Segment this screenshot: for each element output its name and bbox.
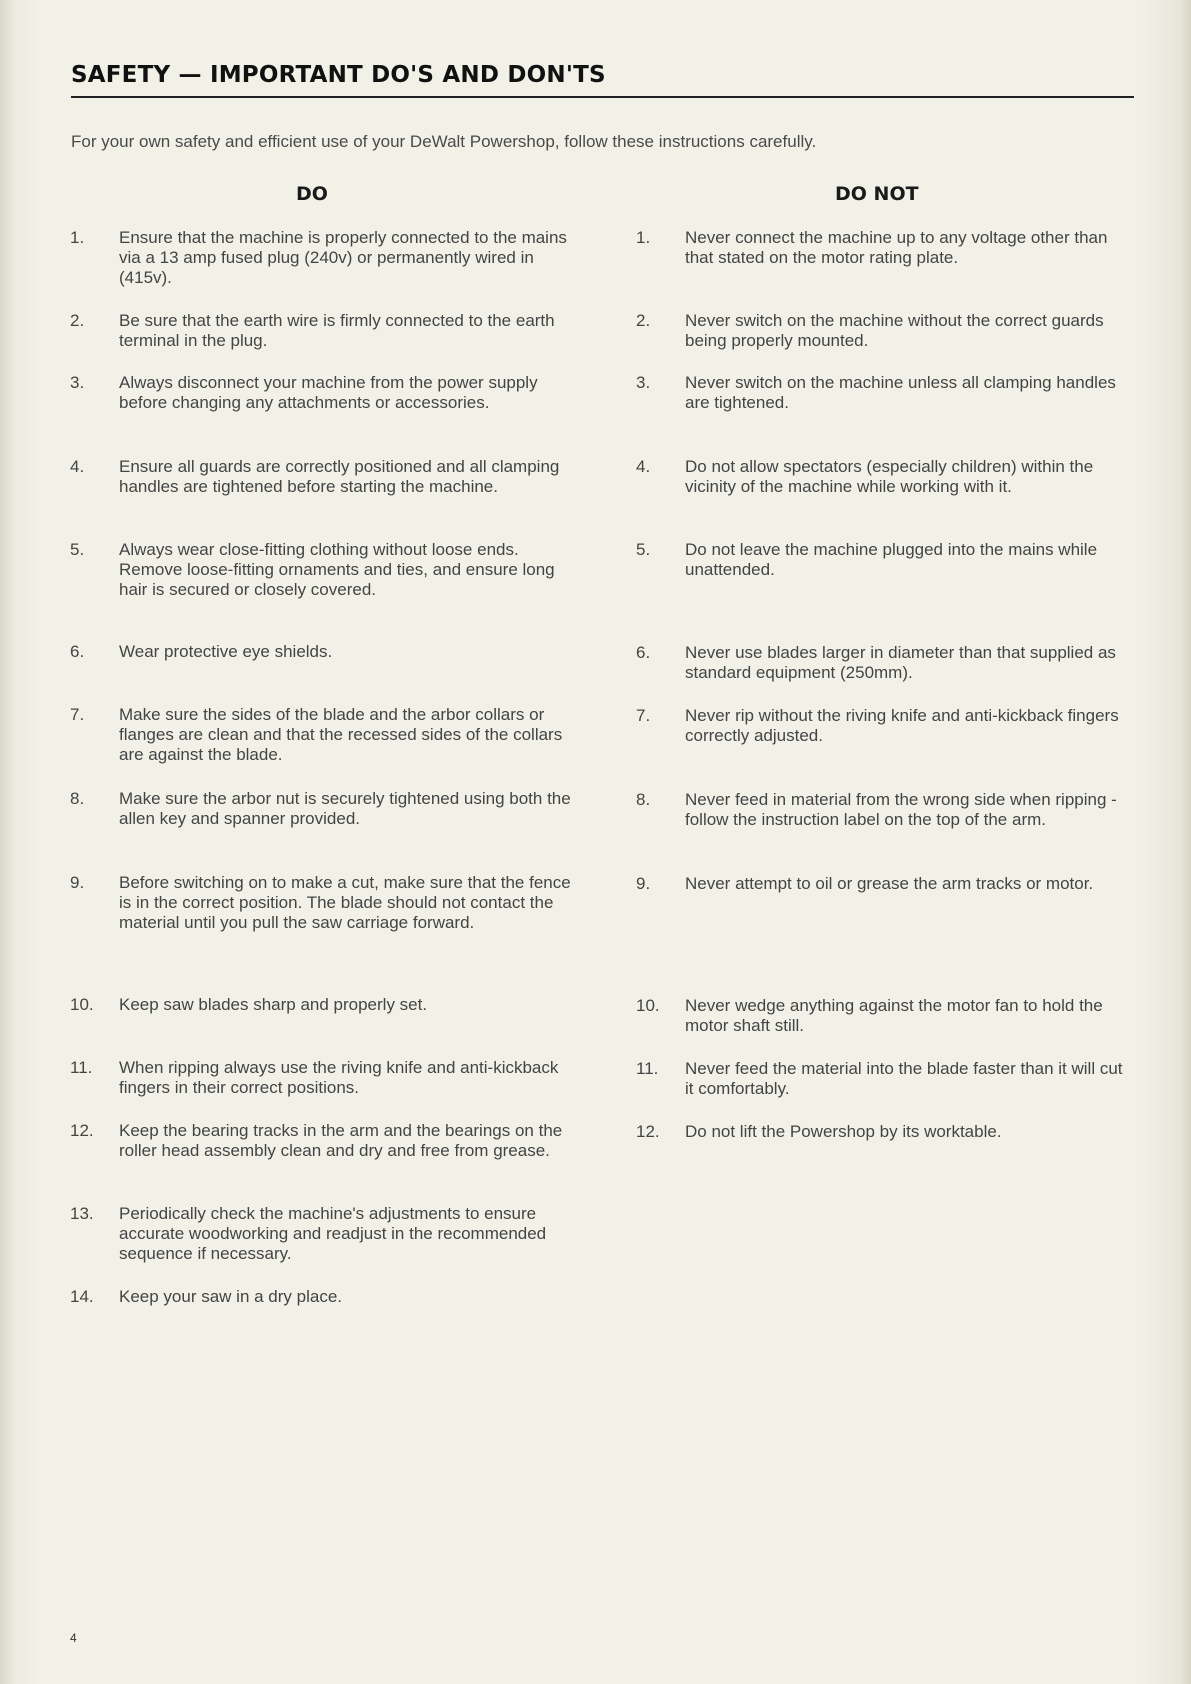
item-text: Never attempt to oil or grease the arm tracks or motor. bbox=[685, 874, 1094, 893]
item-number: 2. bbox=[70, 311, 85, 330]
item-text: Wear protective eye shields. bbox=[119, 642, 333, 661]
item-number: 6. bbox=[70, 642, 85, 661]
item-number: 4. bbox=[70, 457, 85, 476]
item-text: Never switch on the machine without the correct guards being properly mounted. bbox=[685, 311, 1104, 350]
item-number: 1. bbox=[70, 228, 85, 247]
item-number: 8. bbox=[70, 789, 85, 808]
do-heading: DO bbox=[296, 183, 328, 205]
item-number: 5. bbox=[70, 540, 85, 559]
item-text: Never wedge anything against the motor fan to hold the motor shaft still. bbox=[685, 996, 1103, 1035]
item-text: Do not leave the machine plugged into the mains while unattended. bbox=[685, 540, 1098, 579]
item-number: 4. bbox=[636, 457, 651, 476]
item-number: 3. bbox=[70, 373, 85, 392]
item-number: 12. bbox=[636, 1122, 660, 1141]
item-text: Keep your saw in a dry place. bbox=[119, 1287, 343, 1306]
title-divider bbox=[71, 96, 1134, 98]
item-number: 7. bbox=[636, 706, 651, 725]
page-title: SAFETY — IMPORTANT DO'S AND DON'TS bbox=[71, 62, 606, 88]
item-number: 8. bbox=[636, 790, 651, 809]
item-number: 14. bbox=[70, 1287, 94, 1306]
item-text: Periodically check the machine's adjustments to ensure accurate woodworking and readjust in the recommended sequence if necessary. bbox=[119, 1204, 547, 1263]
item-number: 1. bbox=[636, 228, 651, 247]
item-text: Do not allow spectators (especially children) within the vicinity of the machine while working with it. bbox=[685, 457, 1094, 496]
item-number: 10. bbox=[636, 996, 660, 1015]
item-text: Keep saw blades sharp and properly set. bbox=[119, 995, 428, 1014]
item-number: 6. bbox=[636, 643, 651, 662]
item-number: 5. bbox=[636, 540, 651, 559]
item-text: Never switch on the machine unless all clamping handles are tightened. bbox=[685, 373, 1116, 412]
item-number: 7. bbox=[70, 705, 85, 724]
item-text: Do not lift the Powershop by its worktable. bbox=[685, 1122, 1002, 1141]
item-number: 12. bbox=[70, 1121, 94, 1140]
item-text: When ripping always use the riving knife and anti-kickback fingers in their correct positions. bbox=[119, 1058, 559, 1097]
item-text: Ensure that the machine is properly connected to the mains via a 13 amp fused plug (240v) or permanently wired in (415v). bbox=[119, 228, 567, 287]
item-text: Be sure that the earth wire is firmly connected to the earth terminal in the plug. bbox=[119, 311, 555, 350]
item-text: Keep the bearing tracks in the arm and the bearings on the roller head assembly clean and dry and free from grease. bbox=[119, 1121, 563, 1160]
item-text: Before switching on to make a cut, make sure that the fence is in the correct position. The blade should not contact the material until you pull the saw carriage forward. bbox=[119, 873, 571, 932]
item-number: 10. bbox=[70, 995, 94, 1014]
item-text: Always wear close-fitting clothing without loose ends. Remove loose-fitting ornaments and ties, and ensure long hair is secured or closely covered. bbox=[119, 540, 555, 599]
item-number: 11. bbox=[70, 1058, 93, 1077]
item-number: 13. bbox=[70, 1204, 94, 1223]
item-text: Always disconnect your machine from the power supply before changing any attachments or accessories. bbox=[119, 373, 538, 412]
item-number: 9. bbox=[70, 873, 85, 892]
item-number: 9. bbox=[636, 874, 651, 893]
item-text: Never connect the machine up to any voltage other than that stated on the motor rating plate. bbox=[685, 228, 1108, 267]
item-text: Never feed the material into the blade faster than it will cut it comfortably. bbox=[685, 1059, 1123, 1098]
item-number: 11. bbox=[636, 1059, 659, 1078]
intro-text: For your own safety and efficient use of your DeWalt Powershop, follow these instructions carefully. bbox=[71, 132, 817, 151]
item-text: Never feed in material from the wrong side when ripping - follow the instruction label on the top of the arm. bbox=[685, 790, 1117, 829]
item-number: 3. bbox=[636, 373, 651, 392]
page-number: 4 bbox=[70, 1631, 77, 1645]
item-text: Make sure the arbor nut is securely tightened using both the allen key and spanner provided. bbox=[119, 789, 571, 828]
item-text: Never use blades larger in diameter than that supplied as standard equipment (250mm). bbox=[685, 643, 1116, 682]
item-text: Make sure the sides of the blade and the arbor collars or flanges are clean and that the recessed sides of the collars are against the blade. bbox=[119, 705, 563, 764]
item-text: Never rip without the riving knife and anti-kickback fingers correctly adjusted. bbox=[685, 706, 1119, 745]
item-text: Ensure all guards are correctly positioned and all clamping handles are tightened before starting the machine. bbox=[119, 457, 560, 496]
dont-heading: DO NOT bbox=[835, 183, 919, 205]
item-number: 2. bbox=[636, 311, 651, 330]
